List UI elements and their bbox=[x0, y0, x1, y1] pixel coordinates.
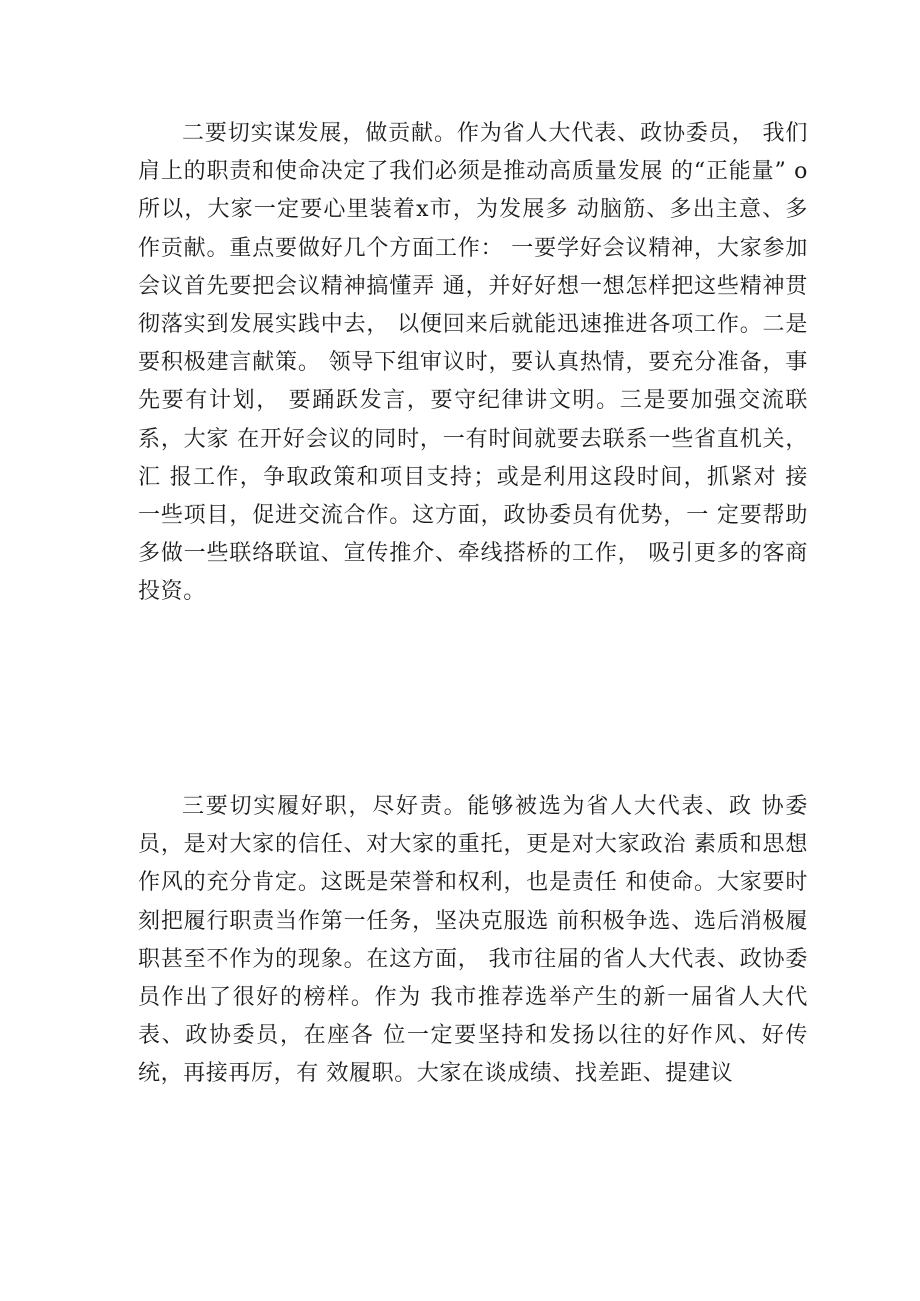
paragraph-section-two: 二要切实谋发展，做贡献。作为省人大代表、政协委员， 我们肩上的职责和使命决定了我们必须是推动高质量发展 的“正能量” o所以，大家一定要心里装着x市，为发展多 动脑筋、多出主意、多作贡献。重点要做好几个方面工作： 一要学好会议精神，大家参加会议首先要把会议精神搞懂弄 通，并好好想一想怎样把这些精神贯彻落实到发展实践中去， 以便回来后就能迅速推进各项工作。二是要积极建言献策。 领导下组审议时，要认真热情，要充分准备，事先要有计划， 要踊跃发言，要守纪律讲文明。三是要加强交流联系，大家 在开好会议的同时，一有时间就要去联系一些省直机关，汇 报工作，争取政策和项目支持；或是利用这段时间，抓紧对 接一些项目，促进交流合作。这方面，政协委员有优势，一 定要帮助多做一些联络联谊、宣传推介、牵线搭桥的工作， 吸引更多的客商投资。 bbox=[138, 121, 808, 605]
paragraph-section-three: 三要切实履好职，尽好责。能够被选为省人大代表、政 协委员，是对大家的信任、对大家的重托，更是对大家政治 素质和思想作风的充分肯定。这既是荣誉和权利，也是责任 和使命。大家要时刻把履行职责当作第一任务，坚决克服选 前积极争选、选后消极履职甚至不作为的现象。在这方面， 我市往届的省人大代表、政协委员作出了很好的榜样。作为 我市推荐选举产生的新一届省人大代表、政协委员，在座各 位一定要坚持和发扬以往的好作风、好传统，再接再厉，有 效履职。大家在谈成绩、找差距、提建议 bbox=[138, 794, 808, 1087]
